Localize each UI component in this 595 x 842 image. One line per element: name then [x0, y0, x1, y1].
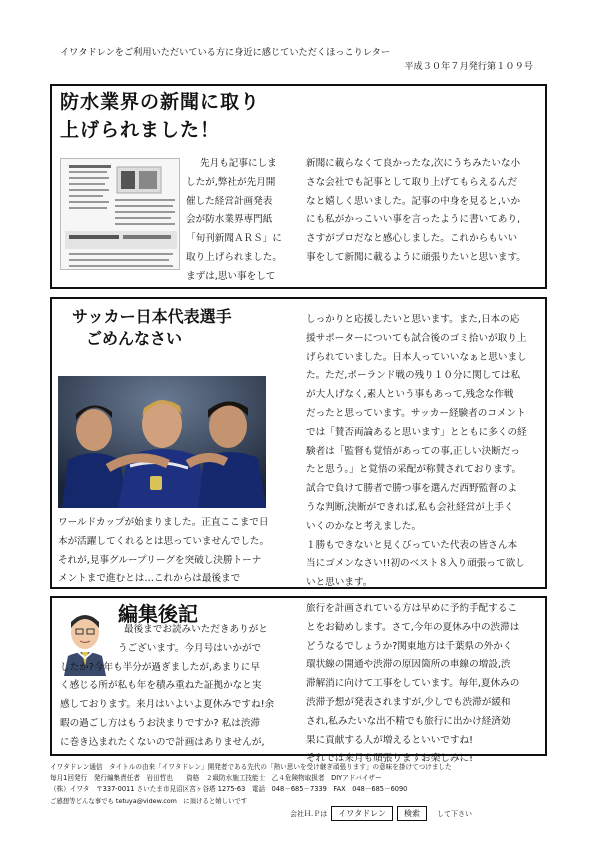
footer-email-line: ご感想等どんな事でも tetuya@videw.com に頂けると嬉しいです [50, 796, 248, 805]
footer-line: イワタドレン通信 タイトルの由来「イワタドレン」開発者である先代の「熱い思いを受け継ぎ頑張ります」の意味を掛けてつけました [50, 763, 452, 771]
hp-label: 会社Ｈ.Ｐは [290, 809, 328, 818]
text-line: 験者は「監督も覚悟があっての事,正しい決断だっ [306, 445, 521, 457]
header-intro: イワタドレンをご利用いただいている方に身近に感じていただくほっこりレター [60, 47, 391, 58]
article1-title-line2: 上げられました！ [60, 119, 221, 141]
text-line: では「賛否両論あると思います」とともに多くの経 [306, 426, 527, 438]
text-line: が大人げなく,素人という事もあって,残念な作戦 [306, 389, 514, 401]
text-line: 旅行を計画されている方は早めに予約手配するこ [306, 603, 518, 614]
text-line: いと思います。 [306, 577, 373, 589]
text-line: に巻き込まれたくないので計画はありませんが, [60, 736, 265, 748]
article1-left-text [186, 155, 294, 287]
text-line: 滞解消に向けて工事をしています。毎年,夏休みの [306, 678, 520, 690]
text-line: 暇の過ごし方はもうお決まりですか? 私は渋滞 [60, 717, 261, 729]
text-line: 先月も記事にしま [200, 158, 277, 169]
article1-right-text [306, 155, 542, 268]
text-line: 試合で負けて勝者で勝つ事を選んだ西野監督のよ [306, 483, 518, 495]
soccer-team-photo [58, 376, 266, 508]
footer-line: 毎月1回発行 発行編集責任者 岩田哲也 資格 ２級防水施工技能士 乙４危険物取扱者 DIYアドバイザー [50, 774, 382, 783]
newspaper-clipping-image [60, 158, 180, 270]
text-line: 事をして新聞に載るように頑張りたいと思います。 [306, 251, 526, 263]
text-line: 果に貢献する人が増えるといいですね! [306, 734, 473, 746]
text-line: しっかりと応援したいと思います。また,日本の応 [306, 314, 520, 325]
text-line: メントまで進むとは…これからは最後まで [58, 573, 241, 585]
text-line: 「旬刊新聞ＡＲＳ」に [186, 233, 282, 245]
text-line: 渋滞予想が発表されますが,少しでも渋滞が緩和 [306, 696, 511, 708]
text-line: だったと思っています。サッカー経験者のコメント [306, 407, 526, 419]
article2-left-text [58, 514, 298, 589]
text-line: １勝もできないと見くびっていた代表の皆さん本 [306, 539, 518, 551]
text-line: たと思う。」と覚悟の采配が称賛されております。 [306, 464, 522, 476]
text-line: どうなるでしょうか?関東地方は千葉県の外かく [306, 640, 513, 652]
article1-title-line1: 防水業界の新聞に取り [60, 91, 261, 113]
text-line: げられていました。日本人っていいなぁと思いまし [306, 351, 527, 363]
text-line: され,私みたいな出不精でも旅行に出かけ経済効 [306, 715, 511, 727]
text-line: 新聞に載らなくて良かったな,次にうちみたいな小 [306, 158, 521, 169]
text-line: 会が防水業界専門紙 [186, 214, 273, 226]
text-line: 感しております。来月はいよいよ夏休みですね!余 [60, 699, 275, 711]
text-line: それが,見事グループリーグを突破し決勝トーナ [58, 554, 262, 566]
article1-title [60, 88, 260, 144]
text-line: さな会社でも記事として取り上げてもらえるんだ [306, 176, 518, 188]
search-term-box[interactable]: イワタドレン [331, 806, 393, 821]
search-button[interactable]: 検索 [397, 806, 427, 821]
text-line: うな判断,決断ができれば,私も会社経営が上手く [306, 501, 514, 513]
text-line: 本が活躍してくれるとは思っていませんでした。 [58, 535, 270, 547]
text-line: 当にゴメンなさい!!初のベスト８入り頑張って欲し [306, 558, 525, 570]
article3-right-text [306, 600, 542, 769]
issue-date: 平成３０年７月発行第１０９号 [404, 61, 533, 72]
footer-info [50, 762, 550, 807]
article3-left-text [60, 621, 298, 753]
text-line: 取り上げられました。 [186, 251, 282, 263]
article2-title-line2: ごめんなさい [86, 329, 183, 348]
text-line: まずは,思い事をして [186, 270, 276, 282]
text-line: とをお勧めします。さて,今年の夏休み中の渋滞は [306, 621, 520, 633]
text-line: したか?今年も半分が過ぎましたが,あまりに早 [60, 661, 261, 673]
text-line: た。ただ,ポーランド戦の残り１０分に関しては私 [306, 370, 521, 382]
editor-note-title: 編集後記 [118, 602, 198, 626]
text-line: さすがプロだなと感心しました。これからもいい [306, 233, 518, 245]
text-line: ワールドカップが始まりました。正直ここまで日 [58, 517, 269, 528]
text-line: いくのかなと考えました。 [306, 520, 422, 532]
text-line: それでは来月も頑張りますお楽しみに! [306, 753, 473, 765]
text-line: 催した経営計画発表 [186, 195, 273, 207]
text-line: なと嬉しく思いました。記事の中身を見ると,いか [306, 195, 521, 207]
text-line: 環状線の開通や渋滞の原因箇所の車線の増設,渋 [306, 659, 511, 671]
text-line: 援サポーターについても試合後のゴミ拾いが取り上 [306, 332, 527, 344]
search-suffix: して下さい [436, 809, 472, 818]
article2-title-line1: サッカー日本代表選手 [72, 307, 232, 326]
footer-line: （株）イワタ 〒337-0011 さいたま市見沼区宮ヶ谷塔 1275-63 電話 048－685－7339 FAX 048－685－6090 [50, 785, 408, 794]
text-line: 最後までお読みいただきありがと [124, 624, 268, 635]
article2-right-text [306, 311, 542, 593]
text-line: く感じる所が私も年を積み重ねた証拠かなと実 [60, 680, 262, 692]
text-line: にも私がかっこいい事を言ったように書いてあり, [306, 214, 521, 226]
text-line: したが,弊社が先月開 [186, 176, 276, 188]
homepage-search-row [290, 806, 472, 821]
text-line: うございます。今月号はいかがで [118, 642, 262, 654]
article2-title [72, 306, 232, 350]
